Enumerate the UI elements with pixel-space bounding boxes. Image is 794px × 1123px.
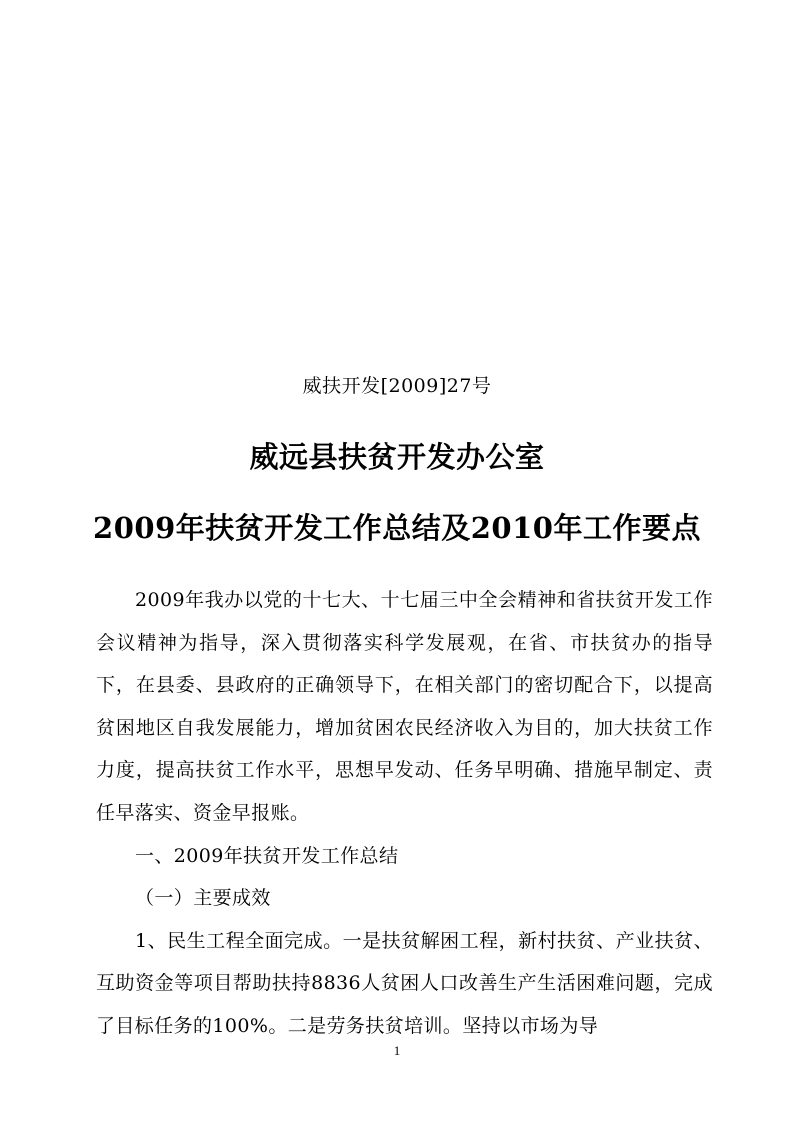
body-paragraph-intro: 2009年我办以党的十七大、十七届三中全会精神和省扶贫开发工作会议精神为指导，深入贯彻落实科学发展观，在省、市扶贫办的指导下，在县委、县政府的正确领导下，在相关部门的密切配合下，以提高贫困地区自我发展能力，增加贫困农民经济收入为目的，加大扶贫工作力度，提高扶贫工作水平，思想早发动、任务早明确、措施早制定、责任早落实、资金早报账。 bbox=[96, 589, 713, 824]
body-paragraph-item-1: 1、民生工程全面完成。一是扶贫解困工程，新村扶贫、产业扶贫、互助资金等项目帮助扶持8836人贫困人口改善生产生活困难问题，完成了目标任务的100%。二是劳务扶贫培训。坚持以市场为导 bbox=[96, 929, 713, 1037]
subsection-heading: （一）主要成效 bbox=[135, 887, 271, 910]
document-title-line-2: 2009年扶贫开发工作总结及2010年工作要点 bbox=[93, 511, 701, 545]
document-number: 威扶开发[2009]27号 bbox=[302, 375, 492, 397]
page-number: 1 bbox=[393, 1043, 401, 1058]
document-title-line-1: 威远县扶贫开发办公室 bbox=[249, 440, 545, 474]
document-body bbox=[96, 579, 713, 1048]
section-heading: 一、2009年扶贫开发工作总结 bbox=[135, 844, 399, 867]
